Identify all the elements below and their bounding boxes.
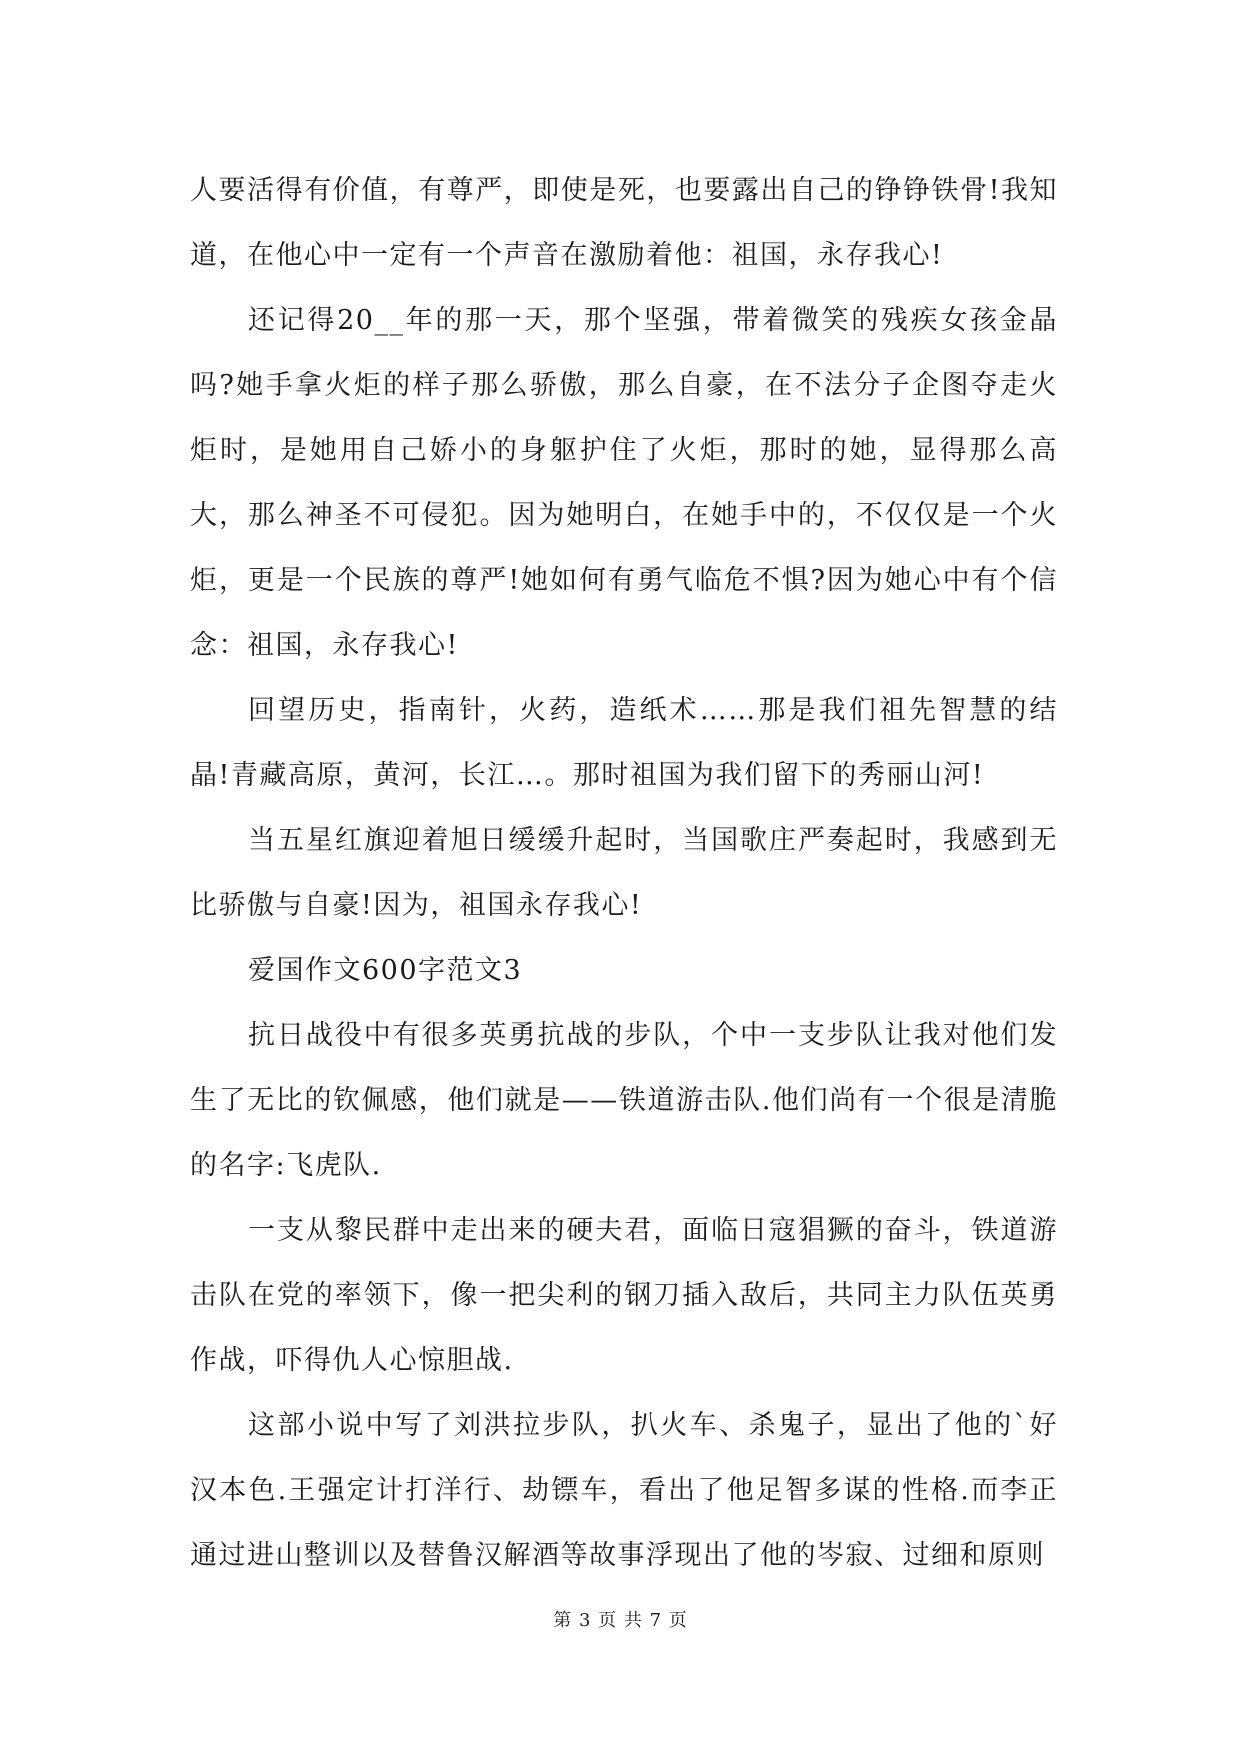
page-footer: 第 3 页 共 7 页 bbox=[553, 1610, 688, 1631]
paragraph-7: 这部小说中写了刘洪拉步队，扒火车、杀鬼子，显出了他的`好汉本色.王强定计打洋行、劫镖车，看出了他足智多谋的性格.而李正通过进山整训以及替鲁汉解酒等故事浮现出了他的岑寂、过细和原则 bbox=[190, 1410, 1058, 1571]
paragraph-1: 人要活得有价值，有尊严，即使是死，也要露出自己的铮铮铁骨!我知道，在他心中一定有一个声音在激励着他：祖国，永存我心! bbox=[190, 175, 1058, 271]
paragraph-3: 回望历史，指南针，火药，造纸术……那是我们祖先智慧的结晶!青藏高原，黄河，长江…。那时祖国为我们留下的秀丽山河! bbox=[190, 695, 1058, 791]
paragraph-4: 当五星红旗迎着旭日缓缓升起时，当国歌庄严奏起时，我感到无比骄傲与自豪!因为，祖国永存我心! bbox=[190, 825, 1058, 921]
paragraph-2: 还记得20__年的那一天，那个坚强，带着微笑的残疾女孩金晶吗?她手拿火炬的样子那么骄傲，那么自豪，在不法分子企图夺走火炬时，是她用自己娇小的身躯护住了火炬，那时的她，显得那么高大，那么神圣不可侵犯。因为她明白，在她手中的，不仅仅是一个火炬，更是一个民族的尊严!她如何有勇气临危不惧?因为她心中有个信念：祖国，永存我心! bbox=[190, 305, 1058, 661]
document-body bbox=[190, 158, 1058, 1588]
section-heading: 爱国作文600字范文3 bbox=[248, 955, 523, 986]
paragraph-6: 一支从黎民群中走出来的硬夫君，面临日寇猖獗的奋斗，铁道游击队在党的率领下，像一把尖利的钢刀插入敌后，共同主力队伍英勇作战，吓得仇人心惊胆战. bbox=[190, 1215, 1058, 1376]
paragraph-5: 抗日战役中有很多英勇抗战的步队，个中一支步队让我对他们发生了无比的钦佩感，他们就是——铁道游击队.他们尚有一个很是清脆的名字:飞虎队. bbox=[190, 1020, 1058, 1181]
